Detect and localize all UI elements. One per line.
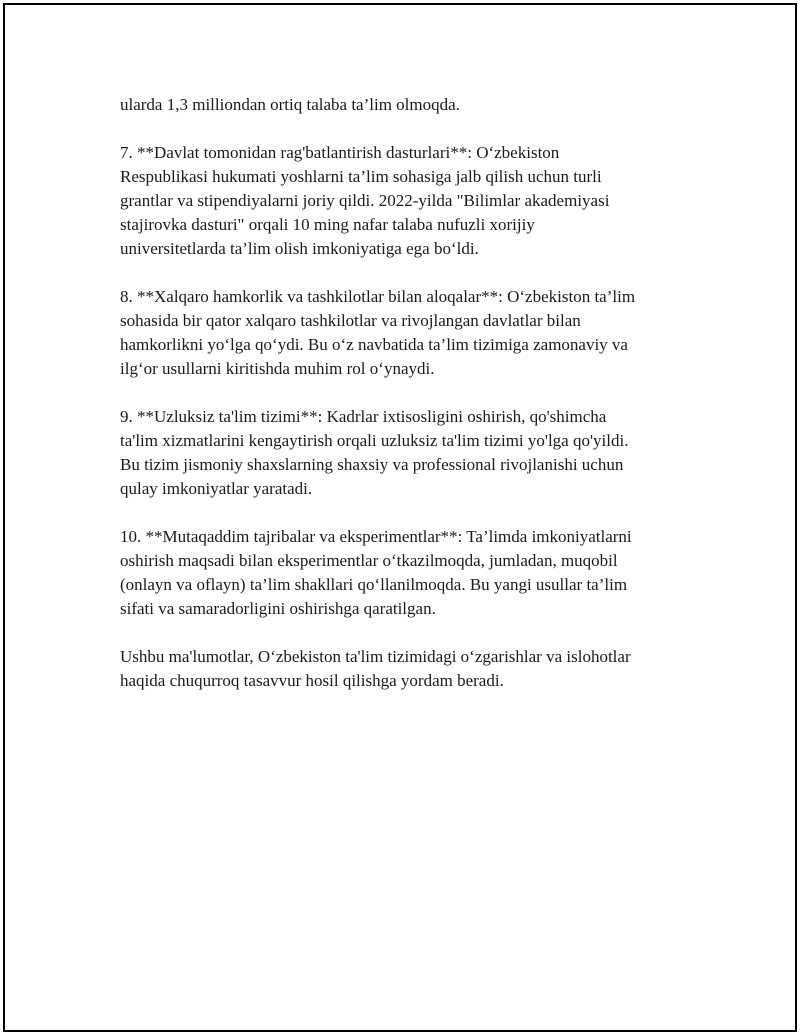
paragraph-item-7 [120,141,685,261]
document-page [3,3,797,1032]
text-line: sifati va samaradorligini oshirishga qaratilgan. [120,599,436,618]
text-line: grantlar va stipendiyalarni joriy qildi. 2022-yilda "Bilimlar akademiyasi [120,191,610,210]
document-body [120,93,685,717]
text-line: hamkorlikni yo‘lga qo‘ydi. Bu o‘z navbatida ta’lim tizimiga zamonaviy va [120,335,628,354]
text-line: ilg‘or usullarni kiritishda muhim rol o‘ynaydi. [120,359,435,378]
text-line: ularda 1,3 milliondan ortiq talaba ta’lim olmoqda. [120,95,460,114]
paragraph-intro-tail [120,93,685,117]
text-line: haqida chuqurroq tasavvur hosil qilishga yordam beradi. [120,671,504,690]
text-line: (onlayn va oflayn) ta’lim shakllari qo‘llanilmoqda. Bu yangi usullar ta’lim [120,575,628,594]
text-line: 7. **Davlat tomonidan rag'batlantirish dasturlari**: O‘zbekiston [120,143,560,162]
paragraph-item-10 [120,525,685,621]
text-line: universitetlarda ta’lim olish imkoniyatiga ega bo‘ldi. [120,239,479,258]
paragraph-item-9 [120,405,685,501]
text-line: sohasida bir qator xalqaro tashkilotlar va rivojlangan davlatlar bilan [120,311,581,330]
text-line: oshirish maqsadi bilan eksperimentlar o‘tkazilmoqda, jumladan, muqobil [120,551,618,570]
text-line: 8. **Xalqaro hamkorlik va tashkilotlar bilan aloqalar**: O‘zbekiston ta’lim [120,287,636,306]
text-line: Respublikasi hukumati yoshlarni ta’lim sohasiga jalb qilish uchun turli [120,167,602,186]
text-line: 9. **Uzluksiz ta'lim tizimi**: Kadrlar ixtisosligini oshirish, qo'shimcha [120,407,607,426]
text-line: qulay imkoniyatlar yaratadi. [120,479,313,498]
text-line: Bu tizim jismoniy shaxslarning shaxsiy va professional rivojlanishi uchun [120,455,624,474]
text-line: Ushbu ma'lumotlar, O‘zbekiston ta'lim tizimidagi o‘zgarishlar va islohotlar [120,647,631,666]
paragraph-conclusion [120,645,685,693]
paragraph-item-8 [120,285,685,381]
text-line: 10. **Mutaqaddim tajribalar va eksperimentlar**: Ta’limda imkoniyatlarni [120,527,632,546]
text-line: ta'lim xizmatlarini kengaytirish orqali uzluksiz ta'lim tizimi yo'lga qo'yildi. [120,431,629,450]
text-line: stajirovka dasturi" orqali 10 ming nafar talaba nufuzli xorijiy [120,215,535,234]
